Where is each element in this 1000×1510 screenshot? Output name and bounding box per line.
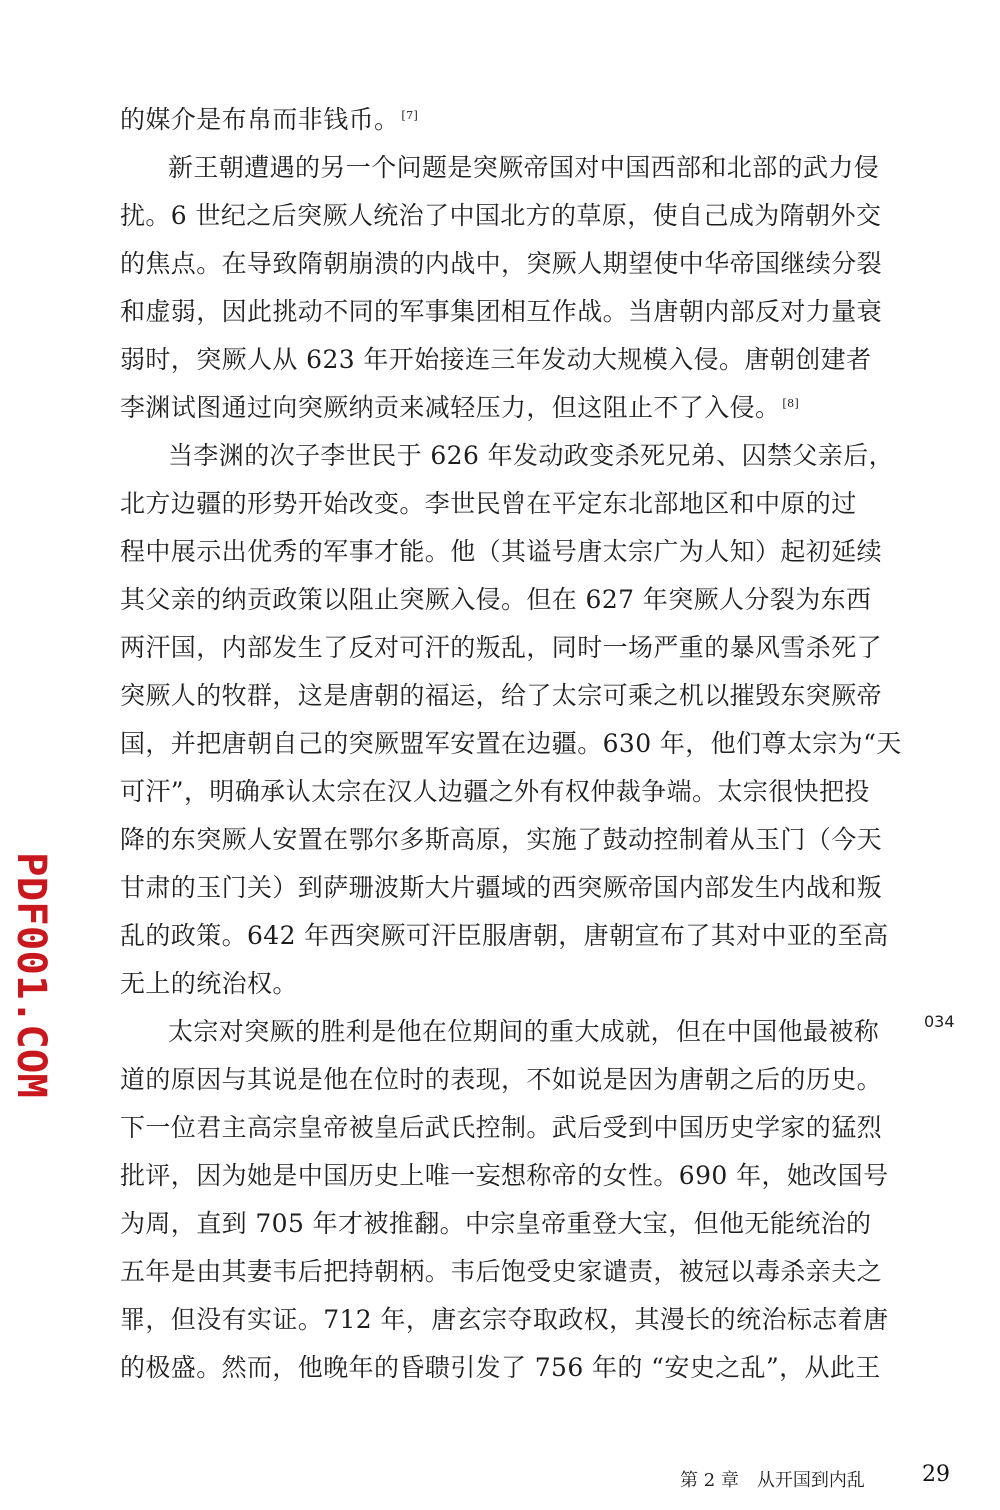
line-text: 下一位君主高宗皇帝被皇后武氏控制。武后受到中国历史学家的猛烈 (120, 1113, 883, 1142)
text-line (120, 384, 856, 432)
line-text: 罪，但没有实证。712 年，唐玄宗夺取政权，其漫长的统治标志着唐 (120, 1305, 889, 1334)
line-text: 的焦点。在导致隋朝崩溃的内战中，突厥人期望使中华帝国继续分裂 (120, 249, 883, 278)
line-text: 李渊试图通过向突厥纳贡来减轻压力，但这阻止不了入侵。 (120, 393, 781, 422)
text-line (120, 912, 889, 960)
text-line (120, 1056, 883, 1104)
text-line (120, 192, 882, 240)
text-line (120, 288, 883, 336)
line-text: 其父亲的纳贡政策以阻止突厥入侵。但在 627 年突厥人分裂为东西 (120, 585, 872, 614)
line-text: 批评，因为她是中国历史上唯一妄想称帝的女性。690 年，她改国号 (120, 1161, 889, 1190)
line-text: 道的原因与其说是他在位时的表现，不如说是因为唐朝之后的历史。 (120, 1065, 883, 1094)
text-line (120, 624, 883, 672)
text-line (120, 1248, 883, 1296)
watermark-graphic (6, 850, 52, 1100)
text-line (120, 1008, 880, 1056)
watermark (6, 850, 52, 1100)
text-line (120, 1344, 881, 1392)
line-text: 扰。6 世纪之后突厥人统治了中国北方的草原，使自己成为隋朝外交 (120, 201, 882, 230)
text-line (120, 240, 883, 288)
text-line (120, 96, 856, 144)
text-line (120, 1104, 883, 1152)
line-text: 程中展示出优秀的军事才能。他（其谥号唐太宗广为人知）起初延续 (120, 537, 883, 566)
text-line (120, 144, 880, 192)
line-text: 五年是由其妻韦后把持朝柄。韦后饱受史家谴责，被冠以毒杀亲夫之 (120, 1257, 883, 1286)
line-text: 可汗”，明确承认太宗在汉人边疆之外有权仲裁争端。太宗很快把投 (120, 777, 870, 806)
line-text: 当李渊的次子李世民于 626 年发动政变杀死兄弟、囚禁父亲后， (168, 441, 895, 470)
line-text: 为周，直到 705 年才被推翻。中宗皇帝重登大宝，但他无能统治的 (120, 1209, 872, 1238)
text-line (120, 1200, 872, 1248)
text-line (120, 1152, 889, 1200)
text-line (120, 528, 883, 576)
line-text: 太宗对突厥的胜利是他在位期间的重大成就，但在中国他最被称 (168, 1017, 880, 1046)
line-text: 国，并把唐朝自己的突厥盟军安置在边疆。630 年，他们尊太宗为“天 (120, 729, 902, 758)
text-line (120, 768, 870, 816)
line-text: 突厥人的牧群，这是唐朝的福运，给了太宗可乘之机以摧毁东突厥帝 (120, 681, 883, 710)
text-line (120, 816, 883, 864)
text-line (120, 576, 872, 624)
line-text: 降的东突厥人安置在鄂尔多斯高原，实施了鼓动控制着从玉门（今天 (120, 825, 883, 854)
line-text: 的极盛。然而，他晚年的昏聩引发了 756 年的 “安史之乱”，从此王 (120, 1353, 881, 1382)
footer-page-number: 29 (922, 1462, 950, 1487)
text-line (120, 960, 856, 1008)
text-line (120, 864, 883, 912)
watermark-text: PDF001.COM (8, 852, 52, 1093)
footnote-marker[interactable]: [8] (782, 396, 800, 410)
text-line (120, 336, 872, 384)
line-text: 和虚弱，因此挑动不同的军事集团相互作战。当唐朝内部反对力量衰 (120, 297, 883, 326)
text-line (120, 480, 856, 528)
line-text: 无上的统治权。 (120, 969, 298, 998)
text-line (120, 432, 895, 480)
text-line (120, 672, 883, 720)
line-text: 新王朝遭遇的另一个问题是突厥帝国对中国西部和北部的武力侵 (168, 153, 880, 182)
text-line (120, 720, 902, 768)
text-line (120, 1296, 889, 1344)
line-text: 弱时，突厥人从 623 年开始接连三年发动大规模入侵。唐朝创建者 (120, 345, 872, 374)
footnote-marker[interactable]: [7] (401, 108, 419, 122)
line-text: 两汗国，内部发生了反对可汗的叛乱，同时一场严重的暴风雪杀死了 (120, 633, 883, 662)
line-text: 甘肃的玉门关）到萨珊波斯大片疆域的西突厥帝国内部发生内战和叛 (120, 873, 883, 902)
line-text: 北方边疆的形势开始改变。李世民曾在平定东北部地区和中原的过 (120, 489, 857, 518)
line-text: 乱的政策。642 年西突厥可汗臣服唐朝，唐朝宣布了其对中亚的至高 (120, 921, 889, 950)
footer-chapter-title: 第 2 章 从开国到内乱 (680, 1470, 865, 1491)
line-text: 的媒介是布帛而非钱币。 (120, 105, 400, 134)
side-page-number: 034 (924, 1012, 955, 1031)
